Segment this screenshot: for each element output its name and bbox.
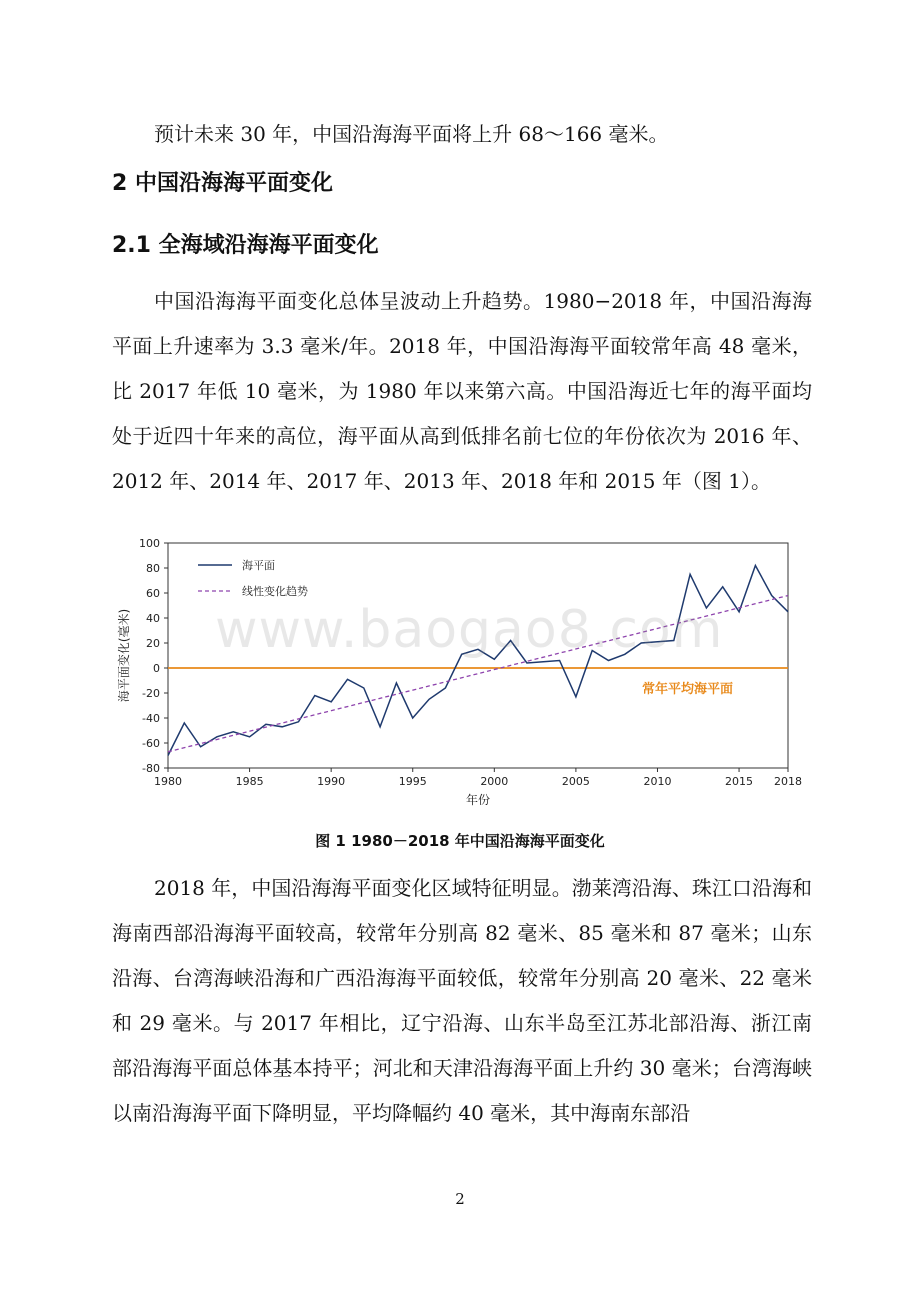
section-heading: 2 中国沿海海平面变化	[112, 171, 333, 196]
intro-line: 预计未来 30 年，中国沿海海平面将上升 68～166 毫米。	[154, 122, 669, 146]
page-number: 2	[455, 1190, 465, 1208]
x-tick-label: 2000	[480, 775, 509, 788]
x-axis-label: 年份	[465, 793, 491, 807]
legend-label: 海平面	[242, 559, 275, 572]
x-tick-label: 1980	[154, 775, 182, 788]
legend-label: 线性变化趋势	[242, 585, 308, 598]
subsection-heading: 2.1 全海域沿海海平面变化	[112, 233, 379, 258]
x-tick-label: 2015	[725, 775, 754, 788]
y-tick-label: -80	[142, 762, 160, 775]
figure-caption: 图 1 1980－2018 年中国沿海海平面变化	[315, 832, 605, 850]
paragraph-2: 2018 年，中国沿海海平面变化区域特征明显。渤莱湾沿海、珠江口沿海和海南西部沿海海平面较高，较常年分别高 82 毫米、85 毫米和 87 毫米；山东沿海、台湾海峡沿海和广西沿海海平面较低，较常年分别高 20 毫米、22 毫米和 29 毫米。与 2017 年相比，辽宁沿海、山东半岛至江苏北部沿海、浙江南部沿海海平面总体基本持平；河北和天津沿海海平面上升约 30 毫米；台湾海峡以南沿海海平面下降明显，平均降幅约 40 毫米，其中海南东部沿	[112, 876, 812, 1125]
sea-level-chart	[112, 530, 812, 820]
watermark: www.baogao8.com	[215, 600, 724, 660]
x-tick-label: 1995	[398, 775, 427, 788]
y-tick-label: -60	[142, 737, 160, 750]
reference-line-label: 常年平均海平面	[642, 682, 734, 697]
y-tick-label: -20	[142, 687, 160, 700]
x-tick-label: 2010	[643, 775, 672, 788]
y-tick-label: 100	[139, 537, 160, 550]
x-tick-label: 2005	[561, 775, 590, 788]
x-tick-label: 2018	[774, 775, 802, 788]
x-tick-label: 1985	[235, 775, 264, 788]
y-axis-label: 海平面变化(毫米)	[117, 608, 131, 703]
y-tick-label: 80	[146, 562, 160, 575]
y-tick-label: 40	[146, 612, 160, 625]
x-tick-label: 1990	[317, 775, 346, 788]
y-tick-label: -40	[142, 712, 160, 725]
paragraph-1: 中国沿海海平面变化总体呈波动上升趋势。1980−2018 年，中国沿海海平面上升速率为 3.3 毫米/年。2018 年，中国沿海海平面较常年高 48 毫米，比 2017 年低 10 毫米，为 1980 年以来第六高。中国沿海近七年的海平面均处于近四十年来的高位，海平面从高到低排名前七位的年份依次为 2016 年、2012 年、2014 年、2017 年、2013 年、2018 年和 2015 年（图 1）。	[112, 289, 812, 493]
y-tick-label: 60	[146, 587, 160, 600]
y-tick-label: 0	[153, 662, 160, 675]
y-tick-label: 20	[146, 637, 160, 650]
